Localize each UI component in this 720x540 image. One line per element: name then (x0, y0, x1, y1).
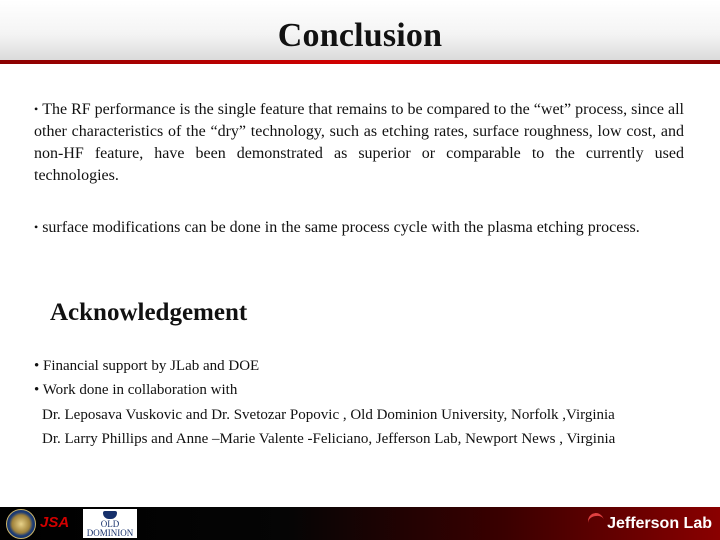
odu-crest-icon (103, 511, 117, 519)
jefferson-lab-logo (588, 513, 712, 535)
conclusion-bullet-1 (34, 99, 684, 187)
acknowledgement-line-collaboration: • Work done in collaboration with (34, 382, 238, 398)
footer-bar (0, 507, 720, 540)
odu-logo-line1: OLD (100, 519, 120, 529)
acknowledgement-line-jlab: Dr. Larry Phillips and Anne –Marie Valente -Feliciano, Jefferson Lab, Newport News , Virginia (42, 431, 616, 447)
jsa-logo-text: JSA (40, 514, 70, 531)
doe-seal-icon (6, 509, 36, 539)
jsa-logo (40, 512, 76, 534)
conclusion-text-1: The RF performance is the single feature that remains to be compared to the “wet” process, since all other characteristics of the “dry” technology, such as etching rates, surface roughness, low cost, and non-HF feature, have been demonstrated as superior or comparable to the currently used technologies. (34, 101, 684, 184)
acknowledgement-heading: Acknowledgement (50, 299, 248, 326)
odu-logo (83, 509, 137, 538)
odu-logo-line2: DOMINION (86, 528, 134, 538)
bullet-icon: • (34, 220, 39, 234)
title-underline (0, 60, 720, 64)
slide-title: Conclusion (277, 17, 443, 54)
acknowledgement-line-funding: • Financial support by JLab and DOE (34, 358, 260, 374)
acknowledgement-line-odu: Dr. Leposava Vuskovic and Dr. Svetozar Popovic , Old Dominion University, Norfolk ,Virginia (42, 407, 615, 423)
jlab-swoosh-icon (586, 512, 605, 532)
conclusion-bullet-2 (34, 217, 684, 239)
bullet-icon: • (34, 102, 39, 116)
conclusion-text-2: surface modifications can be done in the same process cycle with the plasma etching process. (42, 219, 640, 236)
jefferson-lab-logo-text: Jefferson Lab (607, 515, 712, 532)
